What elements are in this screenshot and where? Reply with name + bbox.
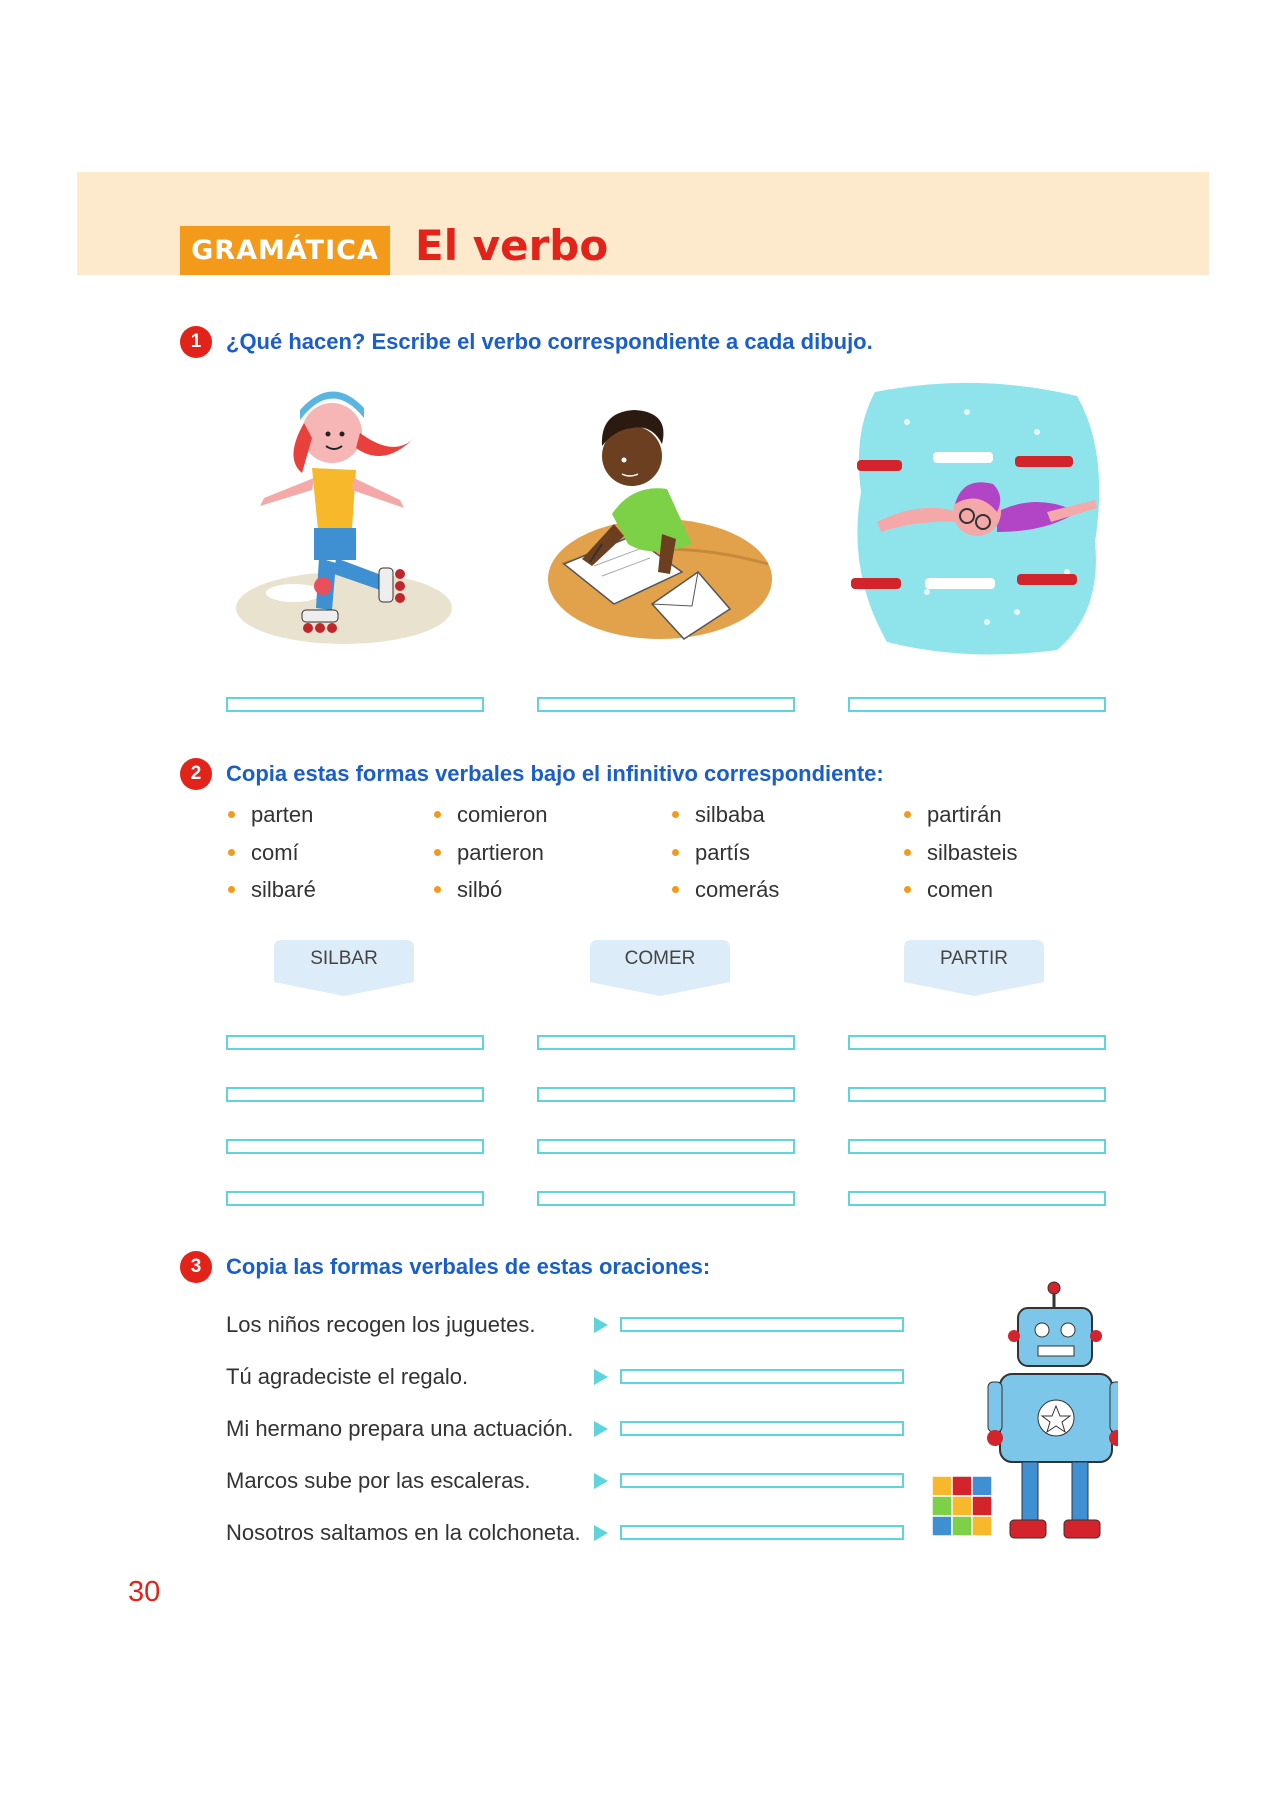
answer-box-picture-1[interactable] xyxy=(226,697,484,712)
answer-box-partir[interactable] xyxy=(848,1191,1106,1206)
verb-form-item: comerás xyxy=(672,877,779,903)
verb-form-item: silbaré xyxy=(228,877,316,903)
verb-form-item: silbó xyxy=(434,877,502,903)
answer-box-sentence-5[interactable] xyxy=(620,1525,904,1540)
arrow-icon xyxy=(594,1525,608,1541)
exercise-3-instruction: Copia las formas verbales de estas oraciones: xyxy=(226,1254,711,1279)
sentence-5: Nosotros saltamos en la colchoneta. xyxy=(226,1520,581,1545)
answer-box-picture-3[interactable] xyxy=(848,697,1106,712)
swimmer-illustration xyxy=(847,372,1109,657)
answer-box-picture-2[interactable] xyxy=(537,697,795,712)
answer-box-comer[interactable] xyxy=(537,1087,795,1102)
infinitive-label-partir: PARTIR xyxy=(904,940,1044,1002)
infinitive-label-comer: COMER xyxy=(590,940,730,1002)
answer-box-partir[interactable] xyxy=(848,1139,1106,1154)
answer-box-silbar[interactable] xyxy=(226,1139,484,1154)
answer-box-sentence-4[interactable] xyxy=(620,1473,904,1488)
answer-box-silbar[interactable] xyxy=(226,1191,484,1206)
exercise-3-number: 3 xyxy=(180,1251,212,1283)
verb-form-item: partís xyxy=(672,840,750,866)
verb-form-item: silbasteis xyxy=(904,840,1017,866)
arrow-icon xyxy=(594,1473,608,1489)
exercise-2-number: 2 xyxy=(180,758,212,790)
sentence-2: Tú agradeciste el regalo. xyxy=(226,1364,469,1389)
robot-illustration xyxy=(932,1278,1118,1546)
infinitive-label-silbar: SILBAR xyxy=(274,940,414,1002)
answer-box-partir[interactable] xyxy=(848,1087,1106,1102)
sentence-3: Mi hermano prepara una actuación. xyxy=(226,1416,574,1441)
verb-form-item: parten xyxy=(228,802,313,828)
exercise-1-number: 1 xyxy=(180,326,212,358)
arrow-icon xyxy=(594,1369,608,1385)
verb-form-item: partieron xyxy=(434,840,544,866)
verb-form-item: comen xyxy=(904,877,993,903)
answer-box-silbar[interactable] xyxy=(226,1087,484,1102)
verb-form-item: partirán xyxy=(904,802,1002,828)
arrow-icon xyxy=(594,1317,608,1333)
page-number: 30 xyxy=(128,1576,161,1608)
answer-box-sentence-3[interactable] xyxy=(620,1421,904,1436)
answer-box-partir[interactable] xyxy=(848,1035,1106,1050)
exercise-2-instruction: Copia estas formas verbales bajo el infinitivo correspondiente: xyxy=(226,761,884,786)
answer-box-silbar[interactable] xyxy=(226,1035,484,1050)
answer-box-sentence-1[interactable] xyxy=(620,1317,904,1332)
exercise-1-instruction: ¿Qué hacen? Escribe el verbo correspondiente a cada dibujo. xyxy=(226,329,873,354)
verb-form-item: comieron xyxy=(434,802,547,828)
section-tag: GRAMÁTICA xyxy=(180,226,390,275)
boy-writing-illustration xyxy=(542,394,782,659)
page-title: El verbo xyxy=(415,221,609,270)
answer-box-comer[interactable] xyxy=(537,1191,795,1206)
answer-box-comer[interactable] xyxy=(537,1035,795,1050)
verb-form-item: comí xyxy=(228,840,299,866)
verb-form-item: silbaba xyxy=(672,802,765,828)
sentence-4: Marcos sube por las escaleras. xyxy=(226,1468,531,1493)
answer-box-comer[interactable] xyxy=(537,1139,795,1154)
answer-box-sentence-2[interactable] xyxy=(620,1369,904,1384)
sentence-1: Los niños recogen los juguetes. xyxy=(226,1312,536,1337)
arrow-icon xyxy=(594,1421,608,1437)
girl-rollerskating-illustration xyxy=(224,378,474,663)
